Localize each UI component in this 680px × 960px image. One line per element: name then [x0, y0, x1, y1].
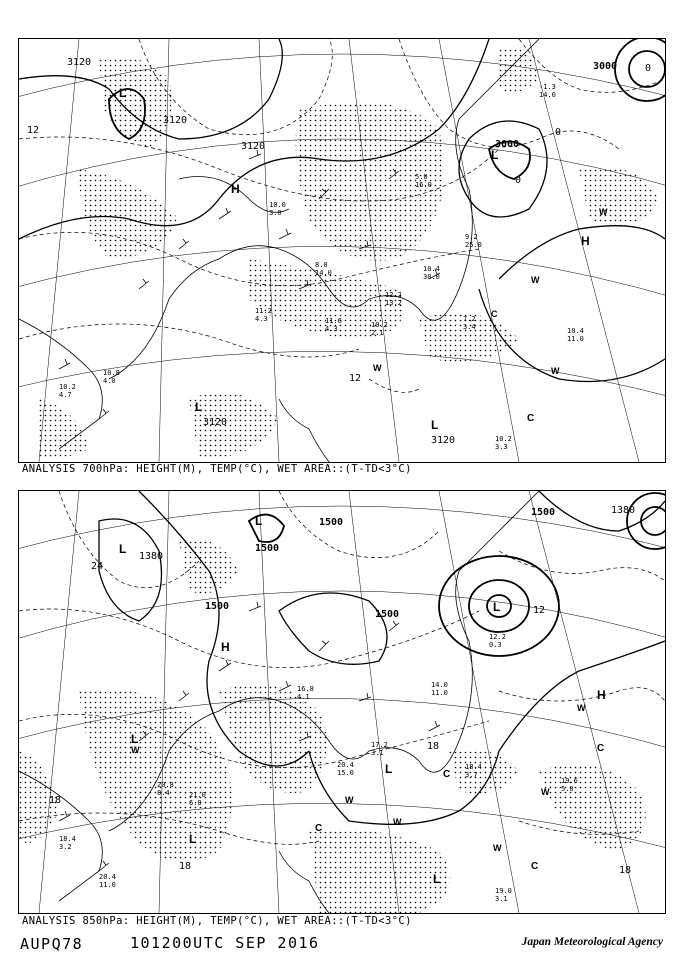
cold-label: C — [531, 861, 539, 872]
low-center-label: L — [491, 148, 499, 162]
map-700hpa — [18, 38, 666, 463]
wet-area — [39, 47, 659, 460]
station-dewpoint-depression: 16.0 — [415, 181, 432, 189]
contour-label: 3120 — [241, 141, 266, 152]
low-center-label: L — [131, 732, 139, 746]
warm-label: W — [373, 363, 382, 373]
warm-label: W — [577, 703, 586, 713]
low-center-label: L — [431, 418, 439, 432]
contour-label: 0 — [515, 175, 522, 186]
station-temp: 11.6 — [325, 317, 342, 325]
contour-label: 1380 — [139, 551, 164, 562]
wet-area — [19, 539, 646, 913]
contour-label: 1380 — [611, 505, 636, 516]
station-dewpoint-depression: 11.0 — [567, 335, 584, 343]
low-center-label: L — [433, 872, 441, 886]
warm-label: W — [541, 787, 550, 797]
high-center-label: H — [597, 688, 606, 702]
warm-label: W — [551, 366, 560, 376]
station-temp: 17.2 — [371, 741, 388, 749]
high-center-label: H — [221, 640, 230, 654]
station-temp: 8.0 — [315, 261, 328, 269]
low-center-label: L — [385, 762, 393, 776]
station-dewpoint-depression: 25.0 — [465, 241, 482, 249]
station-temp: 20.4 — [337, 761, 354, 769]
agency-name: Japan Meteorological Agency — [521, 936, 663, 948]
contour-label: 12 — [533, 605, 546, 616]
station-temp: 10.4 — [423, 265, 440, 273]
contour-label: 12 — [349, 373, 362, 384]
station-temp: 10.2 — [371, 321, 388, 329]
station-dewpoint-depression: 15.0 — [337, 769, 354, 777]
station-temp: 10.4 — [567, 327, 584, 335]
station-temp: 21.0 — [189, 791, 206, 799]
station-temp: 20.8 — [157, 781, 174, 789]
station-dewpoint-depression: 14.0 — [539, 91, 556, 99]
high-center-label: H — [231, 182, 240, 196]
station-dewpoint-depression: 4.0 — [103, 377, 116, 385]
contour-label: 3120 — [203, 417, 228, 428]
coastlines — [19, 39, 539, 462]
station-temp: 12.2 — [385, 291, 402, 299]
contour-label: 3120 — [163, 115, 188, 126]
station-temp: 7.2 — [463, 315, 476, 323]
station-dewpoint-depression: 3.1 — [371, 749, 384, 757]
station-dewpoint-depression: 11.0 — [431, 689, 448, 697]
low-center-label: L — [195, 400, 203, 414]
station-dewpoint-depression: 3.1 — [495, 895, 508, 903]
station-dewpoint-depression: 4.1 — [297, 693, 310, 701]
contour-label: 24 — [91, 561, 104, 572]
station-dewpoint-depression: 3.7 — [465, 771, 478, 779]
station-dewpoint-depression: 0.3 — [489, 641, 502, 649]
station-dewpoint-depression: 3.2 — [59, 843, 72, 851]
station-temp: 10.2 — [495, 435, 512, 443]
cold-label: C — [315, 823, 323, 834]
station-dewpoint-depression: 14.0 — [315, 269, 332, 277]
warm-label: W — [393, 817, 402, 827]
station-temp: 19.6 — [561, 777, 578, 785]
contour-label: 3120 — [67, 57, 92, 68]
contour-label: 3000 — [593, 61, 618, 72]
station-temp: 12.2 — [489, 633, 506, 641]
station-temp: 5.0 — [415, 173, 428, 181]
contour-label: 1500 — [531, 507, 556, 518]
station-temp: -1.3 — [539, 83, 556, 91]
map-850hpa — [18, 490, 666, 914]
contour-label: 1500 — [319, 517, 344, 528]
contour-label: 18 — [49, 795, 62, 806]
contour-label: 0 — [555, 127, 562, 138]
station-dewpoint-depression: 4.7 — [59, 391, 72, 399]
low-center-label: L — [255, 514, 263, 528]
station-dewpoint-depression: 30.0 — [423, 273, 440, 281]
bulletin-code: AUPQ78 — [20, 935, 84, 953]
station-temp: 10.2 — [59, 383, 76, 391]
low-center-contours — [249, 493, 665, 656]
cold-label: C — [443, 769, 451, 780]
cold-label: C — [527, 413, 535, 424]
station-temp: 14.0 — [431, 681, 448, 689]
contour-label: 18 — [619, 865, 632, 876]
analysis-timestamp: 101200UTC SEP 2016 — [130, 934, 320, 952]
chart-footer — [20, 934, 665, 956]
low-center-label: L — [119, 86, 127, 100]
station-temp: 16.8 — [297, 685, 314, 693]
contour-label: 12 — [27, 125, 40, 136]
station-temp: 19.0 — [495, 887, 512, 895]
station-dewpoint-depression: 3.0 — [269, 209, 282, 217]
station-dewpoint-depression: 4.3 — [255, 315, 268, 323]
station-dewpoint-depression: 4.3 — [325, 325, 338, 333]
warm-label: W — [493, 843, 502, 853]
warm-label: W — [599, 207, 608, 217]
contour-label: 3120 — [431, 435, 456, 446]
warm-label: W — [345, 795, 354, 805]
warm-label: W — [531, 275, 540, 285]
panel-850-caption: ANALYSIS 850hPa: HEIGHT(M), TEMP(°C), WET AREA::(T-TD<3°C) — [22, 915, 412, 927]
low-center-label: L — [119, 542, 127, 556]
station-temp: 10.0 — [269, 201, 286, 209]
station-dewpoint-depression: 3.4 — [463, 323, 476, 331]
contour-label: 18 — [427, 741, 440, 752]
station-dewpoint-depression: 2.1 — [371, 329, 384, 337]
station-temp: 9.2 — [465, 233, 478, 241]
station-dewpoint-depression: 6.0 — [189, 799, 202, 807]
station-dewpoint-depression: 13.2 — [385, 299, 402, 307]
station-temp: 20.4 — [99, 873, 116, 881]
contour-label: 0 — [645, 63, 652, 74]
contour-label: 18 — [179, 861, 192, 872]
contour-label: 1500 — [205, 601, 230, 612]
cold-label: C — [597, 743, 605, 754]
panel-700-caption: ANALYSIS 700hPa: HEIGHT(M), TEMP(°C), WET AREA::(T-TD<3°C) — [22, 463, 412, 475]
low-center-label: L — [189, 832, 197, 846]
station-temp: 10.8 — [103, 369, 120, 377]
station-temp: 18.4 — [465, 763, 482, 771]
cold-label: C — [491, 309, 498, 319]
map-850hpa-canvas — [19, 491, 665, 913]
station-temp: 11.2 — [255, 307, 272, 315]
station-dewpoint-depression: 8.4 — [157, 789, 170, 797]
station-dewpoint-depression: 3.3 — [495, 443, 508, 451]
warm-label: W — [131, 745, 140, 755]
contour-label: 3000 — [495, 139, 520, 150]
high-center-label: H — [581, 234, 590, 248]
contour-label: 1500 — [255, 543, 280, 554]
station-dewpoint-depression: 5.0 — [561, 785, 574, 793]
map-700hpa-canvas — [19, 39, 665, 462]
station-dewpoint-depression: 11.0 — [99, 881, 116, 889]
contour-label: 1500 — [375, 609, 400, 620]
station-temp: 18.4 — [59, 835, 76, 843]
low-center-label: L — [493, 600, 501, 614]
